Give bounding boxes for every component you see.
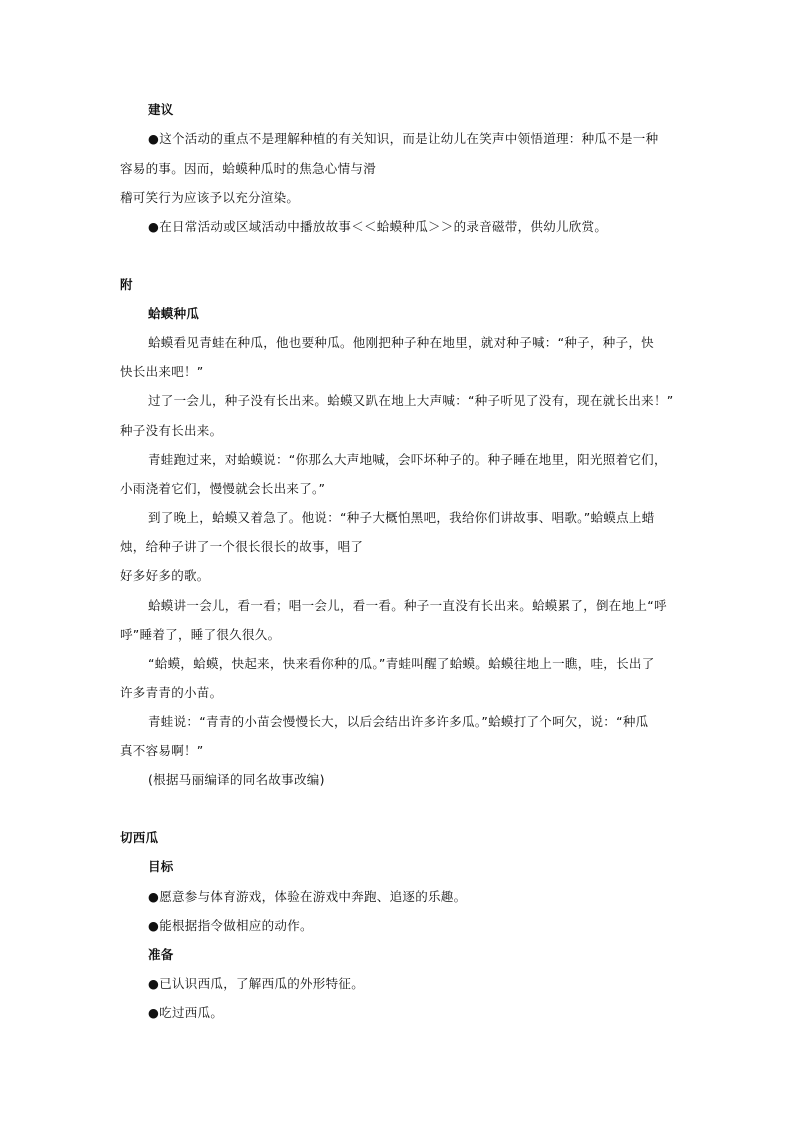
story-paragraph-7-line-2: 真不容易啊！” bbox=[120, 743, 204, 758]
story-paragraph-4-line-1: 到了晚上，蛤蟆又着急了。他说：“种子大概怕黑吧，我给你们讲故事、唱歌。”蛤蟆点上蜡 bbox=[148, 510, 655, 525]
story-paragraph-6-line-2: 许多青青的小苗。 bbox=[120, 685, 223, 700]
story-source: (根据马丽编译的同名故事改编) bbox=[148, 772, 325, 787]
goal-item-1: ●愿意参与体育游戏，体验在游戏中奔跑、追逐的乐趣。 bbox=[148, 889, 467, 904]
suggestion-paragraph-1-line-2: 容易的事。因而，蛤蟆种瓜时的焦急心情与滑 bbox=[120, 161, 377, 176]
suggestion-heading: 建议 bbox=[148, 102, 174, 117]
story-paragraph-4-line-3: 好多好多的歌。 bbox=[120, 568, 210, 583]
story-paragraph-6-line-1: “蛤蟆，蛤蟆，快起来，快来看你种的瓜。”青蛙叫醒了蛤蟆。蛤蟆往地上一瞧，哇，长出了 bbox=[148, 656, 655, 671]
preparation-item-1: ●已认识西瓜，了解西瓜的外形特征。 bbox=[148, 976, 365, 991]
story-paragraph-2-line-1: 过了一会儿，种子没有长出来。蛤蟆又趴在地上大声喊：“种子听见了没有，现在就长出来！” bbox=[148, 393, 674, 408]
story-paragraph-1-line-1: 蛤蟆看见青蛙在种瓜，他也要种瓜。他刚把种子种在地里，就对种子喊：“种子，种子，快 bbox=[148, 335, 654, 350]
story-paragraph-5-line-2: 呼”睡着了，睡了很久很久。 bbox=[120, 627, 281, 642]
activity-title: 切西瓜 bbox=[120, 830, 159, 845]
story-paragraph-3-line-1: 青蛙跑过来，对蛤蟆说：“你那么大声地喊，会吓坏种子的。种子睡在地里，阳光照着它们， bbox=[148, 452, 667, 467]
story-paragraph-3-line-2: 小雨浇着它们，慢慢就会长出来了。” bbox=[120, 481, 326, 496]
goal-heading: 目标 bbox=[148, 859, 174, 874]
suggestion-paragraph-1-line-1: ●这个活动的重点不是理解种植的有关知识，而是让幼儿在笑声中领悟道理：种瓜不是一种 bbox=[148, 131, 659, 146]
goal-item-2: ●能根据指令做相应的动作。 bbox=[148, 918, 313, 933]
story-paragraph-5-line-1: 蛤蟆讲一会儿，看一看；唱一会儿，看一看。种子一直没有长出来。蛤蟆累了，倒在地上“呼 bbox=[148, 598, 667, 613]
story-paragraph-4-line-2: 烛，给种子讲了一个很长很长的故事，唱了 bbox=[120, 539, 364, 554]
story-paragraph-1-line-2: 快长出来吧！” bbox=[120, 364, 204, 379]
story-paragraph-2-line-2: 种子没有长出来。 bbox=[120, 423, 223, 438]
preparation-heading: 准备 bbox=[148, 947, 174, 962]
suggestion-paragraph-2: ●在日常活动或区域活动中播放故事＜＜蛤蟆种瓜＞＞的录音磁带，供幼儿欣赏。 bbox=[148, 219, 608, 234]
appendix-heading: 附 bbox=[120, 277, 133, 292]
story-paragraph-7-line-1: 青蛙说：“青青的小苗会慢慢长大，以后会结出许多许多瓜。”蛤蟆打了个呵欠，说：“种瓜 bbox=[148, 714, 649, 729]
story-title: 蛤蟆种瓜 bbox=[148, 306, 200, 321]
suggestion-paragraph-1-line-3: 稽可笑行为应该予以充分渲染。 bbox=[120, 190, 300, 205]
preparation-item-2: ●吃过西瓜。 bbox=[148, 1005, 224, 1020]
